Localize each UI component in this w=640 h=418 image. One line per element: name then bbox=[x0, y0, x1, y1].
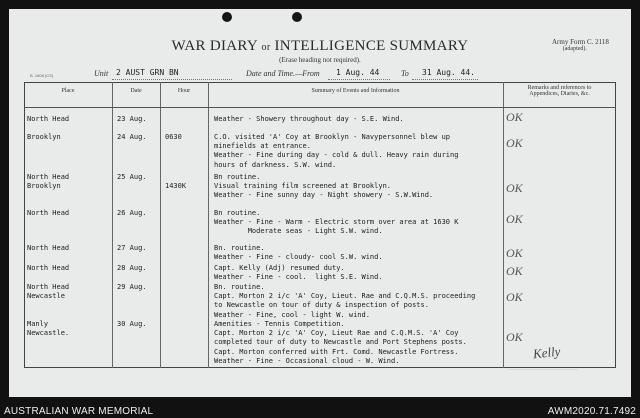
column-divider bbox=[160, 82, 161, 368]
title-war-diary: WAR DIARY bbox=[171, 38, 258, 54]
adjutant-signature: Kelly bbox=[532, 343, 562, 362]
entry-date: 29 Aug. bbox=[117, 283, 147, 291]
date-to-underline bbox=[412, 79, 478, 80]
column-header-remarks bbox=[503, 85, 616, 97]
column-divider bbox=[208, 82, 209, 368]
entry-initials: OK bbox=[506, 212, 523, 226]
entry-summary: Amenities - Tennis Competition. Capt. Morton 2 i/c 'A' Coy, Lieut Rae and C.Q.M.S. 'A' Coy completed tour of duty to Newcastle and Port Stephens posts. Capt. Morton conferred with Frt. Comd. Newcastle Fortress. Weather - Fine - Occasional cloud - W. Wind. bbox=[214, 320, 467, 365]
entry-place: North Head bbox=[27, 244, 70, 252]
page-subtitle: (Erase heading not required). bbox=[279, 56, 361, 64]
column-divider bbox=[503, 82, 504, 368]
entry-date: 25 Aug. bbox=[117, 173, 147, 181]
date-to-label: To bbox=[401, 69, 409, 78]
entry-date: 28 Aug. bbox=[117, 264, 147, 272]
entry-summary: Capt. Kelly (Adj) resumed duty. Weather - Fine - cool. light S.E. Wind. bbox=[214, 264, 383, 282]
entry-initials: OK bbox=[506, 290, 523, 304]
entry-date: 26 Aug. bbox=[117, 209, 147, 217]
unit-underline bbox=[112, 79, 232, 80]
footer-accession-number: AWM2020.71.7492 bbox=[547, 406, 636, 417]
entry-summary: Bn routine. Weather - Fine - Warm - Electric storm over area at 1630 K Moderate seas - Light S.W. wind. bbox=[214, 209, 459, 236]
column-header-date: Date bbox=[130, 88, 142, 94]
entry-hour: 0630 bbox=[165, 133, 182, 141]
entry-summary: Bn. routine. Capt. Morton 2 i/c 'A' Coy, Lieut. Rae and C.Q.M.S. proceeding to Newcastle on tour of duty & inspection of posts. Weather - Fine, cool - light W. wind. bbox=[214, 283, 476, 319]
punch-hole bbox=[292, 12, 302, 22]
remarks-line-2: Appendices, Diaries, &c. bbox=[529, 91, 590, 97]
entry-date: 23 Aug. bbox=[117, 115, 147, 123]
entry-place: North Head Brooklyn bbox=[27, 173, 70, 191]
entry-initials: OK bbox=[506, 181, 523, 195]
column-header-summary: Summary of Events and Information bbox=[311, 88, 400, 94]
entry-place: Manly Newcastle. bbox=[27, 320, 70, 338]
punch-hole bbox=[222, 12, 232, 22]
entry-summary: Bn routine. Visual training film screened at Brooklyn. Weather - Fine sunny day - Night showery - S.W.Wind. bbox=[214, 173, 434, 200]
entry-summary: Bn. routine. Weather - Fine - cloudy- cool S.W. wind. bbox=[214, 244, 383, 262]
date-label: Date and Time.—From bbox=[246, 69, 320, 78]
entry-initials: OK bbox=[506, 264, 523, 278]
unit-label: Unit bbox=[94, 69, 109, 78]
army-form-label bbox=[552, 38, 609, 52]
title-or: or bbox=[261, 42, 271, 53]
date-to: 31 Aug. 44. bbox=[422, 68, 475, 77]
entry-place: North Head bbox=[27, 115, 70, 123]
remarks-line-1: Remarks and references to bbox=[527, 85, 592, 91]
entry-initials: OK bbox=[506, 110, 523, 124]
column-header-place: Place bbox=[61, 88, 75, 94]
title-intelligence-summary: INTELLIGENCE SUMMARY bbox=[274, 38, 469, 54]
footer-archive-name: AUSTRALIAN WAR MEMORIAL bbox=[4, 406, 154, 417]
date-from: 1 Aug. 44 bbox=[336, 68, 380, 77]
page-title bbox=[0, 38, 640, 55]
column-divider bbox=[112, 82, 113, 368]
date-from-underline bbox=[328, 79, 390, 80]
entry-initials: OK bbox=[506, 330, 523, 344]
form-code: B. 1808 (CS) bbox=[30, 73, 54, 78]
header-rule bbox=[24, 107, 616, 108]
printer-stamp: ~~~~~~~~~~~~~~~~~~~~~~~~~~~~~~ bbox=[508, 367, 579, 372]
entry-initials: OK bbox=[506, 136, 523, 150]
entry-hour: 1430K bbox=[165, 182, 187, 191]
entry-date: 27 Aug. bbox=[117, 244, 147, 252]
entry-summary: C.O. visited 'A' Coy at Brooklyn - Navypersonnel blew up minefields at entrance. Weather - Fine during day - cold & dull. Heavy rain during hours of darkness. S.W. wind. bbox=[214, 133, 459, 169]
entry-place: North Head bbox=[27, 264, 70, 272]
entry-place: Brooklyn bbox=[27, 133, 61, 141]
column-header-hour: Hour bbox=[177, 88, 191, 94]
entry-date: 30 Aug. bbox=[117, 320, 147, 328]
army-form-number: Army Form C. 2118 bbox=[552, 38, 609, 46]
entry-date: 24 Aug. bbox=[117, 133, 147, 141]
army-form-note: (adapted). bbox=[562, 46, 587, 52]
entry-initials: OK bbox=[506, 246, 523, 260]
entry-summary: Weather - Showery throughout day - S.E. Wind. bbox=[214, 115, 404, 123]
unit-value: 2 AUST GRN BN bbox=[116, 68, 179, 77]
entry-place: North Head Newcastle bbox=[27, 283, 70, 301]
entry-place: North Head bbox=[27, 209, 70, 217]
